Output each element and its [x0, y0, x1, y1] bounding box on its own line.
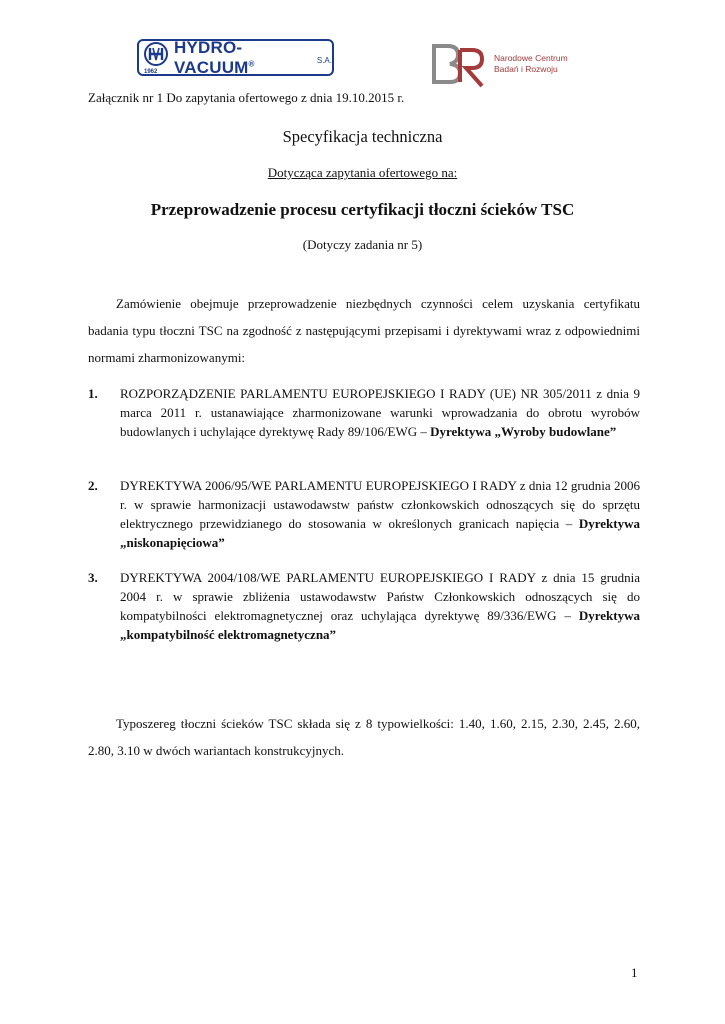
- list-item-text: ROZPORZĄDZENIE PARLAMENTU EUROPEJSKIEGO I RADY (UE) NR 305/2011 z dnia 9 marca 2011 r. ustanawiające zharmonizowane warunki wprowadzania do obrotu wyrobów budowlanych i uchylające dyrektywę Rady 89/106/EWG – Dyrektywa „Wyroby budowlane”: [120, 386, 640, 439]
- list-item: [88, 568, 640, 644]
- page-number: 1: [631, 965, 638, 980]
- ncbr-name-line-2: Badań i Rozwoju: [494, 64, 558, 74]
- type-series-paragraph: Typoszereg tłoczni ścieków TSC składa się z 8 typowielkości: 1.40, 1.60, 2.15, 2.30, 2.45, 2.60, 2.80, 3.10 w dwóch wariantach konstrukcyjnych.: [88, 716, 640, 758]
- registered-mark: ®: [248, 58, 255, 68]
- logo-brand-name: HYDRO-VACUUM®: [174, 37, 255, 77]
- ncbr-mark-icon: [430, 42, 492, 88]
- ncbr-logo: [430, 42, 580, 88]
- hydro-vacuum-logo: [137, 39, 334, 76]
- task-note: (Dotyczy zadania nr 5): [302, 237, 423, 252]
- document-title: Specyfikacja techniczna: [282, 127, 443, 146]
- list-item-text: DYREKTYWA 2006/95/WE PARLAMENTU EUROPEJSKIEGO I RADY z dnia 12 grudnia 2006 r. w sprawie harmonizacji ustawodawstw państw członkowskich odnoszących się do sprzętu elektrycznego przewidzianego do stosowania w określonych granicach napięcia – Dyrektywa „niskonapięciowa”: [120, 478, 640, 550]
- logo-company-suffix: S.A.: [316, 56, 332, 65]
- list-item-number: 1.: [88, 386, 98, 401]
- ncbr-name: [494, 53, 584, 75]
- attachment-line: Załącznik nr 1 Do zapytania ofertowego z dnia 19.10.2015 r.: [88, 90, 405, 105]
- intro-paragraph: Zamówienie obejmuje przeprowadzenie niezbędnych czynności celem uzyskania certyfikatu badania typu tłoczni TSC na zgodność z następującymi przepisami i dyrektywami wraz z odpowiednimi normami zharmonizowanymi:: [88, 296, 640, 365]
- list-item: [88, 476, 640, 552]
- list-item-number: 3.: [88, 570, 98, 585]
- directive-name: Dyrektywa „kompatybilność elektromagnetyczna”: [120, 608, 640, 642]
- logo-year: 1962: [144, 68, 158, 75]
- list-item-number: 2.: [88, 478, 98, 493]
- document-subtitle: Dotycząca zapytania ofertowego na:: [267, 165, 458, 180]
- hydro-vacuum-emblem-icon: [142, 41, 172, 75]
- list-item: [88, 384, 640, 441]
- directive-name: Dyrektywa „Wyroby budowlane”: [430, 424, 617, 439]
- list-item-text: DYREKTYWA 2004/108/WE PARLAMENTU EUROPEJSKIEGO I RADY z dnia 15 grudnia 2004 r. w sprawie zbliżenia ustawodawstw Państw Członkowskich odnoszących się do kompatybilności elektromagnetycznej oraz uchylająca dyrektywę 89/336/EWG – Dyrektywa „kompatybilność elektromagnetyczna”: [120, 570, 640, 642]
- main-title: Przeprowadzenie procesu certyfikacji tłoczni ścieków TSC: [150, 200, 575, 219]
- ncbr-name-line-1: Narodowe Centrum: [494, 53, 568, 63]
- directive-name: Dyrektywa „niskonapięciowa”: [120, 516, 640, 550]
